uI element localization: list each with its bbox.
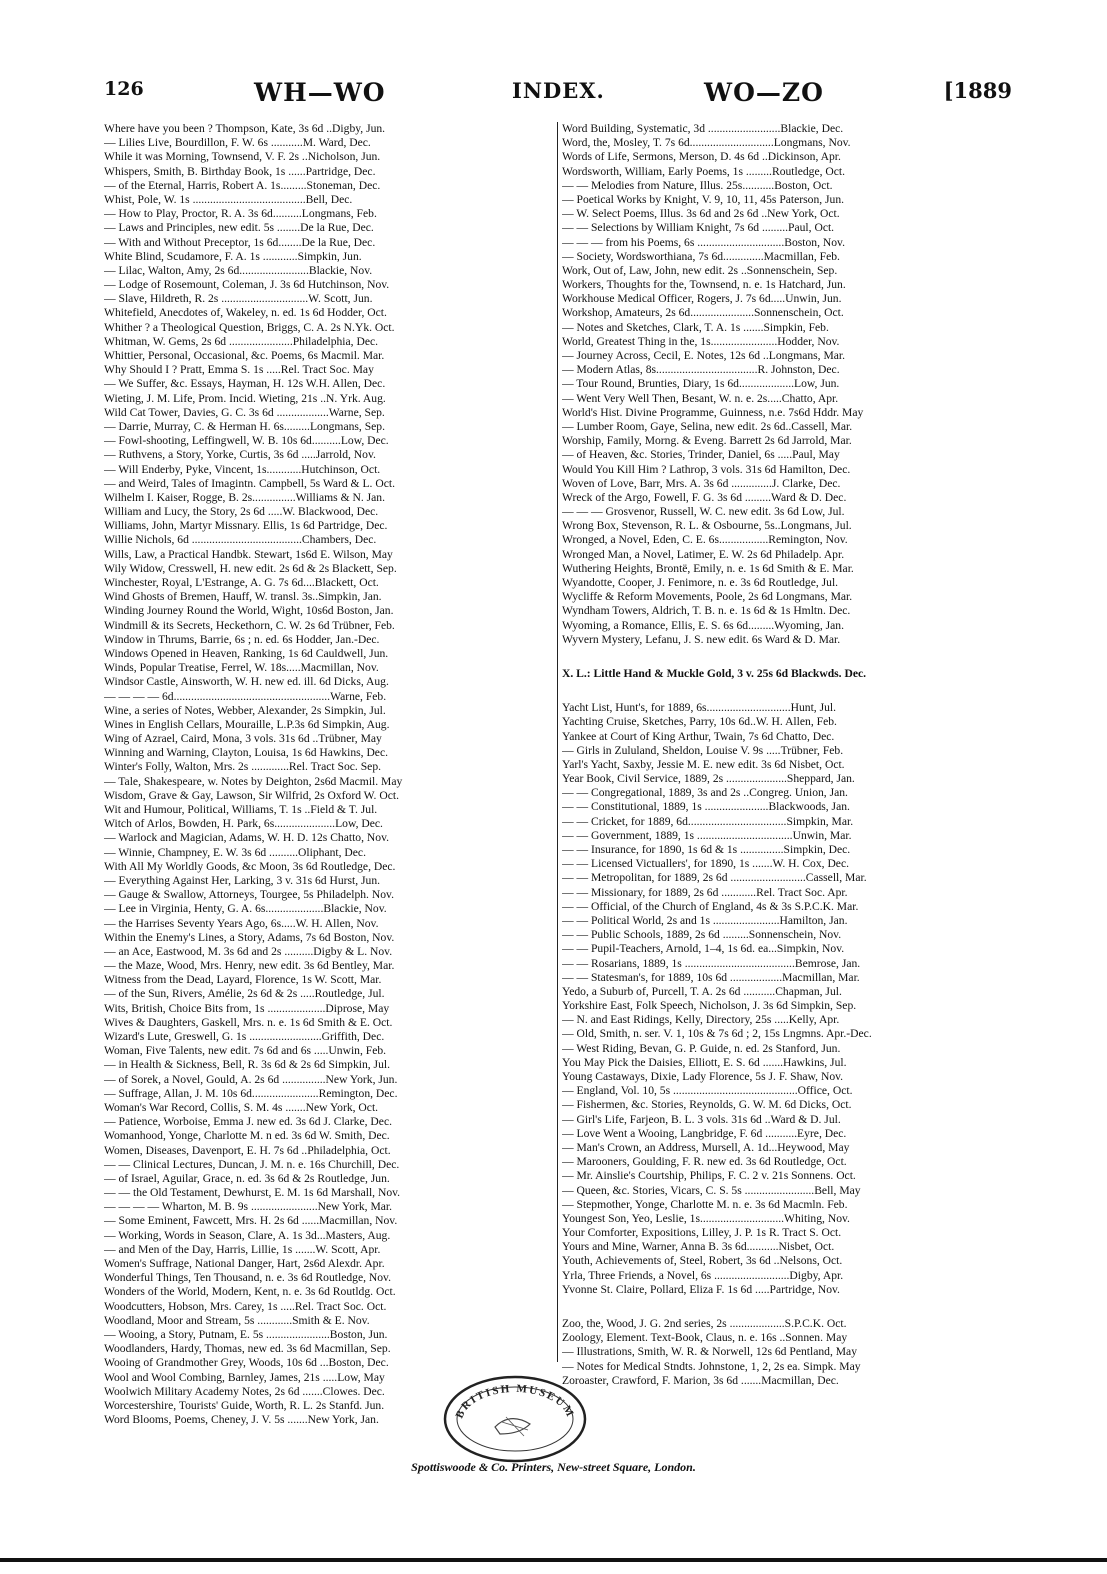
index-entry: — Love Went a Wooing, Langbridge, F. 6d ...........Eyre, Dec. bbox=[562, 1126, 847, 1140]
index-entry: — Journey Across, Cecil, E. Notes, 12s 6d ..Longmans, Mar. bbox=[562, 349, 846, 362]
index-entry: — Notes for Medical Stndts. Johnstone, 1, 2, 2s ea. Simpk. May bbox=[562, 1359, 861, 1373]
index-entry: — Will Enderby, Pyke, Vincent, 1s............Hutchinson, Oct. bbox=[104, 462, 381, 476]
index-entry: With All My Worldly Goods, &c Moon, 3s 6d Routledge, Dec. bbox=[104, 859, 396, 873]
index-label: INDEX. bbox=[512, 78, 605, 103]
index-entry: Wronged, a Novel, Eden, C. E. 6s.................Remington, Nov. bbox=[562, 533, 848, 547]
index-entry: — — Melodies from Nature, Illus. 25s...........Boston, Oct. bbox=[562, 178, 833, 192]
index-entry: Yachting Cruise, Sketches, Parry, 10s 6d..W. H. Allen, Feb. bbox=[562, 715, 837, 729]
index-entry: Word Blooms, Poems, Cheney, J. V. 5s .......New York, Jan. bbox=[104, 1413, 379, 1427]
index-entry: — — Rosarians, 1889, 1s ......................................Bemrose, Jan. bbox=[562, 956, 861, 970]
index-entry: — of the Eternal, Harris, Robert A. 1s.........Stoneman, Dec. bbox=[104, 178, 381, 192]
index-entry: Yacht List, Hunt's, for 1889, 6s.............................Hunt, Jul. bbox=[562, 701, 837, 715]
index-entry: — Suffrage, Allan, J. M. 10s 6d.......................Remington, Dec. bbox=[104, 1086, 398, 1100]
index-entry: Wing of Azrael, Caird, Mona, 3 vols. 31s 6d ..Trübner, May bbox=[104, 732, 382, 746]
index-entry: — Ruthvens, a Story, Yorke, Curtis, 3s 6d .....Jarrold, Nov. bbox=[104, 448, 376, 462]
index-entry: Woman, Five Talents, new edit. 7s 6d and 6s .....Unwin, Feb. bbox=[104, 1044, 387, 1058]
index-entry: — How to Play, Proctor, R. A. 3s 6d..........Longmans, Feb. bbox=[104, 207, 377, 221]
index-entry: Yrla, Three Friends, a Novel, 6s ..........................Digby, Apr. bbox=[562, 1268, 844, 1282]
page-number: 126 bbox=[104, 78, 144, 100]
index-entry: Wrong Box, Stevenson, R. L. & Osbourne, 5s..Longmans, Jul. bbox=[562, 519, 852, 533]
index-entry: Would You Kill Him ? Lathrop, 3 vols. 31s 6d Hamilton, Dec. bbox=[562, 462, 851, 476]
index-entry: — the Harrises Seventy Years Ago, 6s.....W. H. Allen, Nov. bbox=[104, 916, 379, 930]
index-entry: — Mr. Ainslie's Courtship, Philips, F. C. 2 v. 21s Sonnens. Oct. bbox=[562, 1169, 856, 1183]
index-entry: — — — — Wharton, M. B. 9s .......................New York, Mar. bbox=[104, 1200, 393, 1214]
index-entry: — Gauge & Swallow, Attorneys, Tourgee, 5s Philadelph. Nov. bbox=[104, 888, 394, 902]
index-entry: Window in Thrums, Barrie, 6s ; n. ed. 6s Hodder, Jan.-Dec. bbox=[104, 632, 380, 646]
index-entry: Williams, John, Martyr Missnary. Ellis, 1s 6d Partridge, Dec. bbox=[104, 519, 388, 533]
index-entry: — Lumber Room, Gaye, Selina, new edit. 2s 6d..Cassell, Mar. bbox=[562, 419, 853, 433]
index-entry: — — Constitutional, 1889, 1s ......................Blackwoods, Jan. bbox=[562, 800, 850, 814]
index-entry: Wyandotte, Cooper, J. Fenimore, n. e. 3s 6d Routledge, Jul. bbox=[562, 576, 839, 589]
index-entry: — — the Old Testament, Dewhurst, E. M. 1s 6d Marshall, Nov. bbox=[104, 1186, 401, 1200]
index-entry: — — Clinical Lectures, Duncan, J. M. n. e. 16s Churchill, Dec. bbox=[104, 1157, 400, 1171]
index-entry: — — Pupil-Teachers, Arnold, 1–4, 1s 6d. ea...Simpkin, Nov. bbox=[562, 942, 845, 956]
index-entry: Winding Journey Round the World, Wight, 10s6d Boston, Jan. bbox=[104, 604, 394, 618]
index-entry: — — Cricket, for 1889, 6d..................................Simpkin, Mar. bbox=[562, 814, 854, 828]
index-entry: — Working, Words in Season, Clare, A. 1s 3d...Masters, Aug. bbox=[104, 1228, 391, 1242]
index-entry: — Tour Round, Brunties, Diary, 1s 6d...................Low, Jun. bbox=[562, 377, 840, 391]
index-entry: — of Israel, Aguilar, Grace, n. ed. 3s 6d & 2s Routledge, Jun. bbox=[104, 1171, 390, 1185]
index-entry: White Blind, Scudamore, F. A. 1s ............Simpkin, Jun. bbox=[104, 249, 362, 263]
index-entry: Words of Life, Sermons, Merson, D. 4s 6d ..Dickinson, Apr. bbox=[562, 150, 841, 164]
index-entry: — Lodge of Rosemount, Coleman, J. 3s 6d Hutchinson, Nov. bbox=[104, 278, 390, 292]
svg-text:BRITISH MUSEUM bbox=[453, 1383, 576, 1420]
index-entry: Whispers, Smith, B. Birthday Book, 1s ......Partridge, Dec. bbox=[104, 164, 376, 178]
index-entry: Wyndham Towers, Aldrich, T. B. n. e. 1s 6d & 1s Hmltn. Dec. bbox=[562, 604, 851, 618]
index-entry: Wits, British, Choice Bits from, 1s ....................Diprose, May bbox=[104, 1001, 390, 1015]
index-entry: — Old, Smith, n. ser. V. 1, 10s & 7s 6d ; 2, 15s Lngmns. Apr.-Dec. bbox=[562, 1027, 872, 1041]
index-entry: — — Licensed Victuallers', for 1890, 1s .......W. H. Cox, Dec. bbox=[562, 857, 850, 871]
index-entry: — Society, Wordsworthiana, 7s 6d..............Macmillan, Feb. bbox=[562, 249, 840, 263]
index-entry: — Illustrations, Smith, W. R. & Norwell, 12s 6d Pentland, May bbox=[562, 1345, 857, 1359]
index-entry: World's Hist. Divine Programme, Guinness, n.e. 7s6d Hddr. May bbox=[562, 405, 864, 419]
index-entry: Zoroaster, Crawford, F. Marion, 3s 6d .......Macmillan, Dec. bbox=[562, 1373, 839, 1387]
index-entry: — Went Very Well Then, Besant, W. n. e. 2s.....Chatto, Apr. bbox=[562, 391, 839, 405]
index-entry: Yorkshire East, Folk Speech, Nicholson, J. 3s 6d Simpkin, Sep. bbox=[562, 999, 857, 1013]
index-entry: — of Heaven, &c. Stories, Trinder, Daniel, 6s .....Paul, May bbox=[562, 448, 840, 462]
index-entry: — Notes and Sketches, Clark, T. A. 1s .......Simpkin, Feb. bbox=[562, 320, 829, 334]
index-entry: Your Comforter, Expositions, Lilley, J. P. 1s R. Tract S. Oct. bbox=[562, 1226, 842, 1240]
index-entry: — We Suffer, &c. Essays, Hayman, H. 12s W.H. Allen, Dec. bbox=[104, 377, 386, 391]
section-w bbox=[562, 122, 1012, 647]
index-entry: Womanhood, Yonge, Charlotte M. n ed. 3s 6d W. Smith, Dec. bbox=[104, 1129, 390, 1143]
index-entry: Whither ? a Theological Question, Briggs, C. A. 2s N.Yk. Oct. bbox=[104, 320, 395, 334]
index-entry: Wyoming, a Romance, Ellis, E. S. 6s 6d.........Wyoming, Jan. bbox=[562, 618, 844, 632]
index-entry: Zoo, the, Wood, J. G. 2nd series, 2s ...................S.P.C.K. Oct. bbox=[562, 1317, 847, 1330]
index-entry: — Lilac, Walton, Amy, 2s 6d........................Blackie, Nov. bbox=[104, 263, 373, 277]
index-entry: Word Building, Systematic, 3d .........................Blackie, Dec. bbox=[562, 122, 844, 135]
index-entry: Wit and Humour, Political, Williams, T. 1s ..Field & T. Jul. bbox=[104, 803, 378, 816]
index-entry: — — Selections by William Knight, 7s 6d .........Paul, Oct. bbox=[562, 221, 835, 235]
index-entry: Year Book, Civil Service, 1889, 2s .....................Sheppard, Jan. bbox=[562, 772, 855, 786]
index-entry: Within the Enemy's Lines, a Story, Adams, 7s 6d Boston, Nov. bbox=[104, 930, 395, 944]
index-entry: Wycliffe & Reform Movements, Poole, 2s 6d Longmans, Mar. bbox=[562, 590, 853, 604]
range-right: WO—ZO bbox=[704, 78, 824, 107]
index-entry: — Patience, Worboise, Emma J. new ed. 3s 6d J. Clarke, Dec. bbox=[104, 1115, 392, 1129]
index-entry: Winds, Popular Treatise, Ferrel, W. 18s.....Macmillan, Nov. bbox=[104, 661, 379, 675]
stamp-text: BRITISH MUSEUM bbox=[453, 1382, 577, 1421]
index-entry: Winchester, Royal, L'Estrange, A. G. 7s 6d....Blackett, Oct. bbox=[104, 576, 379, 589]
index-entry: Yankee at Court of King Arthur, Twain, 7s 6d Chatto, Dec. bbox=[562, 729, 835, 743]
index-entry: — Queen, &c. Stories, Vicars, C. S. 5s ........................Bell, May bbox=[562, 1183, 861, 1197]
index-entry: Woodcutters, Hobson, Mrs. Carey, 1s .....Rel. Tract Soc. Oct. bbox=[104, 1299, 387, 1313]
index-entry: Woven of Love, Barr, Mrs. A. 3s 6d ..............J. Clarke, Dec. bbox=[562, 476, 841, 490]
index-entry: Woolwich Military Academy Notes, 2s 6d .......Clowes. Dec. bbox=[104, 1384, 385, 1398]
index-entry: Windmill & its Secrets, Heckethorn, C. W. 2s 6d Trübner, Feb. bbox=[104, 618, 395, 632]
index-entry: — — Political World, 2s and 1s .......................Hamilton, Jan. bbox=[562, 913, 848, 927]
index-entry: While it was Morning, Townsend, V. F. 2s ..Nicholson, Jun. bbox=[104, 150, 381, 164]
section-y bbox=[562, 701, 1012, 1297]
index-column-left bbox=[104, 122, 554, 1427]
index-entry: Witness from the Dead, Layard, Florence, 1s W. Scott, Mar. bbox=[104, 973, 382, 987]
index-entry: — — Metropolitan, for 1889, 2s 6d ..........................Cassell, Mar. bbox=[562, 871, 867, 885]
index-entry: — Man's Crown, an Address, Mursell, A. 1d...Heywood, May bbox=[562, 1140, 850, 1154]
index-entry: — Some Eminent, Fawcett, Mrs. H. 2s 6d ......Macmillan, Nov. bbox=[104, 1214, 398, 1228]
index-entry: — Poetical Works by Knight, V. 9, 10, 11, 45s Paterson, Jun. bbox=[562, 192, 845, 206]
index-entry: — Fowl-shooting, Leffingwell, W. B. 10s 6d..........Low, Dec. bbox=[104, 434, 389, 448]
bottom-border bbox=[0, 1558, 1107, 1562]
column-divider bbox=[557, 122, 558, 1362]
index-entry: Youth, Achievements of, Steel, Robert, 3s 6d ..Nelsons, Oct. bbox=[562, 1254, 843, 1268]
index-entry: — — — — 6d......................................................Warne, Feb. bbox=[104, 689, 387, 703]
index-entry: — an Ace, Eastwood, M. 3s 6d and 2s ..........Digby & L. Nov. bbox=[104, 944, 393, 958]
index-entry: Yours and Mine, Warner, Anna B. 3s 6d...........Nisbet, Oct. bbox=[562, 1240, 835, 1254]
index-entry: — — Statesman's, for 1889, 10s 6d ..................Macmillan, Mar. bbox=[562, 970, 860, 984]
index-entry: Wind Ghosts of Bremen, Hauff, W. transl. 3s..Simpkin, Jan. bbox=[104, 590, 382, 604]
index-entry: Whitefield, Anecdotes of, Wakeley, n. ed. 1s 6d Hodder, Oct. bbox=[104, 306, 387, 320]
index-entry: — in Health & Sickness, Bell, R. 3s 6d & 2s 6d Simpkin, Jul. bbox=[104, 1058, 390, 1072]
printer-imprint: Spottiswoode & Co. Printers, New-street Square, London. bbox=[411, 1460, 696, 1474]
index-entry: Workers, Thoughts for the, Townsend, n. e. 1s Hatchard, Jun. bbox=[562, 278, 846, 292]
index-entry: — Marooners, Goulding, F. R. new ed. 3s 6d Routledge, Oct. bbox=[562, 1155, 847, 1169]
index-entry: — — Government, 1889, 1s .................................Unwin, Mar. bbox=[562, 828, 852, 842]
running-header bbox=[104, 78, 1012, 108]
index-entry: Wines in English Cellars, Mouraille, L.P.3s 6d Simpkin, Aug. bbox=[104, 717, 390, 731]
index-entry: — and Weird, Tales of Imagintn. Campbell, 5s Ward & L. Oct. bbox=[104, 476, 395, 490]
index-entry: Whist, Pole, W. 1s .......................................Bell, Dec. bbox=[104, 192, 353, 206]
index-entry: — — Missionary, for 1889, 2s 6d ............Rel. Tract Soc. Apr. bbox=[562, 885, 848, 899]
index-entry: Woman's War Record, Collis, S. M. 4s .......New York, Oct. bbox=[104, 1100, 379, 1114]
index-entry: Wieting, J. M. Life, Prom. Incid. Wieting, 21s ..N. Yrk. Aug. bbox=[104, 391, 386, 405]
index-entry: — of the Sun, Rivers, Amélie, 2s 6d & 2s .....Routledge, Jul. bbox=[104, 987, 385, 1001]
index-entry: — Fishermen, &c. Stories, Reynolds, G. W. M. 6d Dicks, Oct. bbox=[562, 1098, 852, 1112]
index-entry: Wuthering Heights, Brontë, Emily, n. e. 1s 6d Smith & E. Mar. bbox=[562, 561, 854, 575]
index-entry: — Lilies Live, Bourdillon, F. W. 6s ...........M. Ward, Dec. bbox=[104, 136, 371, 150]
index-entry: Whitman, W. Gems, 2s 6d ......................Philadelphia, Dec. bbox=[104, 334, 379, 348]
index-entry: — — Official, of the Church of England, 4s & 3s S.P.C.K. Mar. bbox=[562, 899, 859, 913]
index-entry: World, Greatest Thing in the, 1s.......................Hodder, Nov. bbox=[562, 334, 840, 348]
index-entry: — — — Grosvenor, Russell, W. C. new edit. 3s 6d Low, Jul. bbox=[562, 505, 845, 519]
index-entry: Youngest Son, Yeo, Leslie, 1s.............................Whiting, Nov. bbox=[562, 1211, 850, 1225]
index-entry: Women, Diseases, Davenport, E. H. 7s 6d ..Philadelphia, Oct. bbox=[104, 1143, 391, 1157]
index-entry: Workhouse Medical Officer, Rogers, J. 7s 6d.....Unwin, Jun. bbox=[562, 292, 842, 306]
index-entry: — West Riding, Bevan, G. P. Guide, n. ed. 2s Stanford, Jun. bbox=[562, 1041, 841, 1055]
index-entry: — With and Without Preceptor, 1s 6d........De la Rue, Dec. bbox=[104, 235, 376, 249]
index-entry: You May Pick the Daisies, Elliott, E. S. 6d .......Hawkins, Jul. bbox=[562, 1055, 847, 1069]
index-entry: — W. Select Poems, Illus. 3s 6d and 2s 6d ..New York, Oct. bbox=[562, 207, 840, 221]
index-entry: Winter's Folly, Walton, Mrs. 2s .............Rel. Tract Soc. Sep. bbox=[104, 760, 382, 774]
index-entry: — and Men of the Day, Harris, Lillie, 1s .......W. Scott, Apr. bbox=[104, 1242, 381, 1256]
index-entry: Wills, Law, a Practical Handbk. Stewart, 1s6d E. Wilson, May bbox=[104, 547, 393, 561]
index-entry: — Girls in Zululand, Sheldon, Louise V. 9s .....Trübner, Feb. bbox=[562, 743, 844, 757]
index-entry: Windows Opened in Heaven, Ranking, 1s 6d Cauldwell, Jun. bbox=[104, 646, 389, 660]
index-entry: Wives & Daughters, Gaskell, Mrs. n. e. 1s 6d Smith & E. Oct. bbox=[104, 1015, 393, 1029]
index-entry: Zoology, Element. Text-Book, Claus, n. e. 16s ..Sonnen. May bbox=[562, 1331, 848, 1345]
index-entry: Winning and Warning, Clayton, Louisa, 1s 6d Hawkins, Dec. bbox=[104, 746, 389, 760]
index-entry: — — — from his Poems, 6s ..............................Boston, Nov. bbox=[562, 235, 845, 249]
index-entry: Workshop, Amateurs, 2s 6d......................Sonnenschein, Oct. bbox=[562, 306, 844, 320]
index-entry: Wonders of the World, Modern, Kent, n. e. 3s 6d Routldg. Oct. bbox=[104, 1285, 396, 1299]
index-entry: — — Public Schools, 1889, 2s 6d .........Sonnenschein, Nov. bbox=[562, 928, 842, 942]
index-entry: — Everything Against Her, Larking, 3 v. 31s 6d Hurst, Jun. bbox=[104, 873, 381, 887]
index-entry: Wreck of the Argo, Fowell, F. G. 3s 6d .........Ward & D. Dec. bbox=[562, 490, 847, 504]
index-entry: Women's Suffrage, National Danger, Hart, 2s6d Alexdr. Apr. bbox=[104, 1257, 385, 1270]
index-entry: William and Lucy, the Story, 2s 6d .....W. Blackwood, Dec. bbox=[104, 505, 379, 519]
index-entry: — England, Vol. 10, 5s ...........................................Office, Oct. bbox=[562, 1084, 853, 1098]
index-entry: — — Congregational, 1889, 3s and 2s ..Congreg. Union, Jan. bbox=[562, 786, 848, 800]
index-entry: Yedo, a Suburb of, Purcell, T. A. 2s 6d ...........Chapman, Jul. bbox=[562, 984, 842, 998]
index-entry: Woodland, Moor and Stream, 5s ............Smith & E. Nov. bbox=[104, 1313, 370, 1327]
index-entry: Why Should I ? Pratt, Emma S. 1s .....Rel. Tract Soc. May bbox=[104, 363, 374, 377]
index-entry: — Darrie, Murray, C. & Herman H. 6s.........Longmans, Sep. bbox=[104, 419, 385, 433]
index-entry: Wooing of Grandmother Grey, Woods, 10s 6d ...Boston, Dec. bbox=[104, 1356, 389, 1370]
index-entry: — Stepmother, Yonge, Charlotte M. n. e. 3s 6d Macmln. Feb. bbox=[562, 1197, 848, 1211]
year-label: [1889 bbox=[943, 78, 1012, 103]
index-entry: Witch of Arlos, Bowden, H. Park, 6s.....................Low, Dec. bbox=[104, 817, 383, 831]
library-stamp-icon bbox=[440, 1372, 590, 1466]
index-entry: Word, the, Mosley, T. 7s 6d.............................Longmans, Nov. bbox=[562, 136, 851, 150]
index-entry: Work, Out of, Law, John, new edit. 2s ..Sonnenschein, Sep. bbox=[562, 263, 838, 277]
index-entry: — Tale, Shakespeare, w. Notes by Deighton, 2s6d Macmil. May bbox=[104, 774, 403, 788]
index-entry: — N. and East Ridings, Kelly, Directory, 25s .....Kelly, Apr. bbox=[562, 1013, 840, 1027]
index-entry: Wonderful Things, Ten Thousand, n. e. 3s 6d Routledge, Nov. bbox=[104, 1271, 391, 1285]
index-entry: Wyvern Mystery, Lefanu, J. S. new edit. 6s Ward & D. Mar. bbox=[562, 632, 841, 646]
index-entry: Wronged Man, a Novel, Latimer, E. W. 2s 6d Philadelp. Apr. bbox=[562, 547, 845, 561]
index-entry: — Winnie, Champney, E. W. 3s 6d ..........Oliphant, Dec. bbox=[104, 845, 366, 859]
index-entry: Whittier, Personal, Occasional, &c. Poems, 6s Macmil. Mar. bbox=[104, 349, 385, 362]
index-entry: — Modern Atlas, 8s...................................R. Johnston, Dec. bbox=[562, 363, 840, 377]
index-entry: Yvonne St. Claire, Pollard, Eliza F. 1s 6d .....Partridge, Nov. bbox=[562, 1282, 840, 1296]
index-entry: Wily Widow, Cresswell, H. new edit. 2s 6d & 2s Blackett, Sep. bbox=[104, 561, 397, 575]
index-column-right bbox=[562, 122, 1012, 1388]
index-entry: Wilhelm I. Kaiser, Rogge, B. 2s...............Williams & N. Jan. bbox=[104, 490, 386, 504]
index-entry: — Laws and Principles, new edit. 5s ........De la Rue, Dec. bbox=[104, 221, 374, 235]
index-entry: — Warlock and Magician, Adams, W. H. D. 12s Chatto, Nov. bbox=[104, 831, 390, 845]
index-entry: Windsor Castle, Ainsworth, W. H. new ed. ill. 6d Dicks, Aug. bbox=[104, 675, 389, 689]
index-entry: Young Castaways, Dixie, Lady Florence, 5s J. F. Shaw, Nov. bbox=[562, 1070, 844, 1083]
index-entry: — — Insurance, for 1890, 1s 6d & 1s ...............Simpkin, Dec. bbox=[562, 843, 851, 856]
index-entry: Where have you been ? Thompson, Kate, 3s 6d ..Digby, Jun. bbox=[104, 122, 386, 135]
index-entry: Wizard's Lute, Greswell, G. 1s .........................Griffith, Dec. bbox=[104, 1030, 385, 1043]
index-entry: Willie Nichols, 6d ......................................Chambers, Dec. bbox=[104, 533, 377, 547]
index-entry: Wool and Wool Combing, Barnley, James, 21s .....Low, May bbox=[104, 1370, 385, 1384]
index-entry: Woodlanders, Hardy, Thomas, new ed. 3s 6d Macmillan, Sep. bbox=[104, 1342, 391, 1356]
index-entry-x: X. L.: Little Hand & Muckle Gold, 3 v. 25s 6d Blackwds. Dec. bbox=[562, 666, 867, 680]
index-entry: Yarl's Yacht, Saxby, Jessie M. E. new edit. 3s 6d Nisbet, Oct. bbox=[562, 757, 845, 771]
index-entry: Wine, a series of Notes, Webber, Alexander, 2s Simpkin, Jul. bbox=[104, 703, 386, 717]
index-entry: Worcestershire, Tourists' Guide, Worth, R. L. 2s Stanfd. Jun. bbox=[104, 1398, 385, 1412]
index-entry: Wordsworth, William, Early Poems, 1s .........Routledge, Oct. bbox=[562, 164, 846, 178]
index-entry: — Lee in Virginia, Henty, G. A. 6s....................Blackie, Nov. bbox=[104, 902, 387, 916]
section-z bbox=[562, 1317, 1012, 1388]
index-entry: Worship, Family, Morng. & Eveng. Barrett 2s 6d Jarrold, Mar. bbox=[562, 434, 852, 448]
index-entry: Wild Cat Tower, Davies, G. C. 3s 6d ..................Warne, Sep. bbox=[104, 405, 385, 419]
index-entry: — Slave, Hildreth, R. 2s ..............................W. Scott, Jun. bbox=[104, 292, 373, 306]
index-entry: — Girl's Life, Farjeon, B. L. 3 vols. 31s 6d ..Ward & D. Jul. bbox=[562, 1112, 841, 1126]
index-entry: — Wooing, a Story, Putnam, E. 5s ......................Boston, Jun. bbox=[104, 1327, 388, 1341]
index-entry: — of Sorek, a Novel, Gould, A. 2s 6d ...............New York, Jun. bbox=[104, 1072, 398, 1086]
index-entry: — the Maze, Wood, Mrs. Henry, new edit. 3s 6d Bentley, Mar. bbox=[104, 959, 395, 973]
range-left: WH—WO bbox=[254, 78, 386, 107]
index-entry: Wisdom, Grave & Gay, Lawson, Sir Wilfrid, 2s Oxford W. Oct. bbox=[104, 788, 399, 802]
